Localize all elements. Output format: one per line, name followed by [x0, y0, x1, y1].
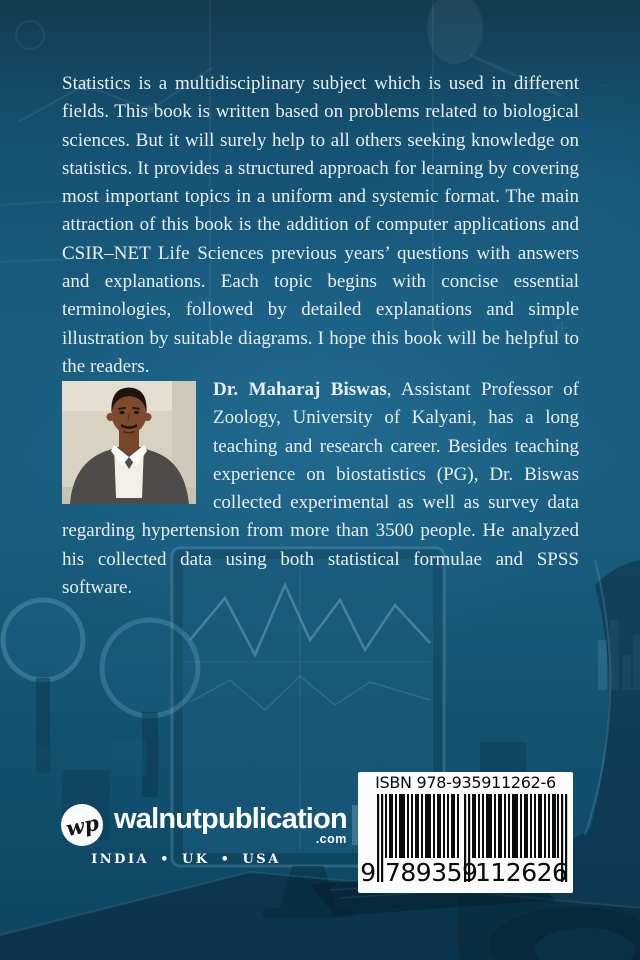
publisher-regions: INDIA • UK • USA: [91, 852, 281, 868]
barcode-digit-lead: 9: [360, 858, 376, 887]
barcode-digit-group1: 789359: [385, 858, 478, 887]
author-name: Dr. Maharaj Biswas: [213, 379, 387, 400]
barcode-digit-group2: 112626: [475, 858, 568, 887]
publisher-row: [61, 803, 347, 847]
isbn-label: ISBN 978-935911262-6: [375, 773, 556, 792]
publisher-name: walnutpublication: [114, 803, 347, 835]
synopsis-text: Statistics is a multidisciplinary subject which is used in different fields. This book is written based on problems related to biological sciences. But it will surely help to all others seeking knowledge on statistics. It provides a structured approach for learning by covering most important topics in a uniform and systemic format. The main attraction of this book is the addition of computer applications and CSIR–NET Life Sciences previous years’ questions with answers and explanations. Each topic begins with concise essential terminologies, followed by detailed explanations and simple illustration by suitable diagrams. I hope this book will be helpful to the readers.: [62, 73, 579, 377]
publisher-domain-suffix: .com: [315, 832, 347, 847]
isbn-barcode: [358, 772, 573, 893]
publisher-block: [61, 803, 347, 868]
author-bio-text: , Assistant Professor of Zoology, University of Kalyani, has a long teaching and research career. Besides teaching experience on biostatistics (PG), Dr. Biswas collected experimental as well as survey data regarding hypertension from more than 3500 people. He analyzed his collected data using both statistical formulae and SPSS software.: [62, 379, 579, 599]
publisher-monogram: wp: [63, 809, 101, 841]
barcode-digits: [358, 858, 573, 890]
publisher-logo-icon: [61, 804, 103, 846]
author-section: [62, 376, 579, 602]
author-photo: [62, 381, 196, 504]
publisher-name-column: [114, 804, 347, 846]
